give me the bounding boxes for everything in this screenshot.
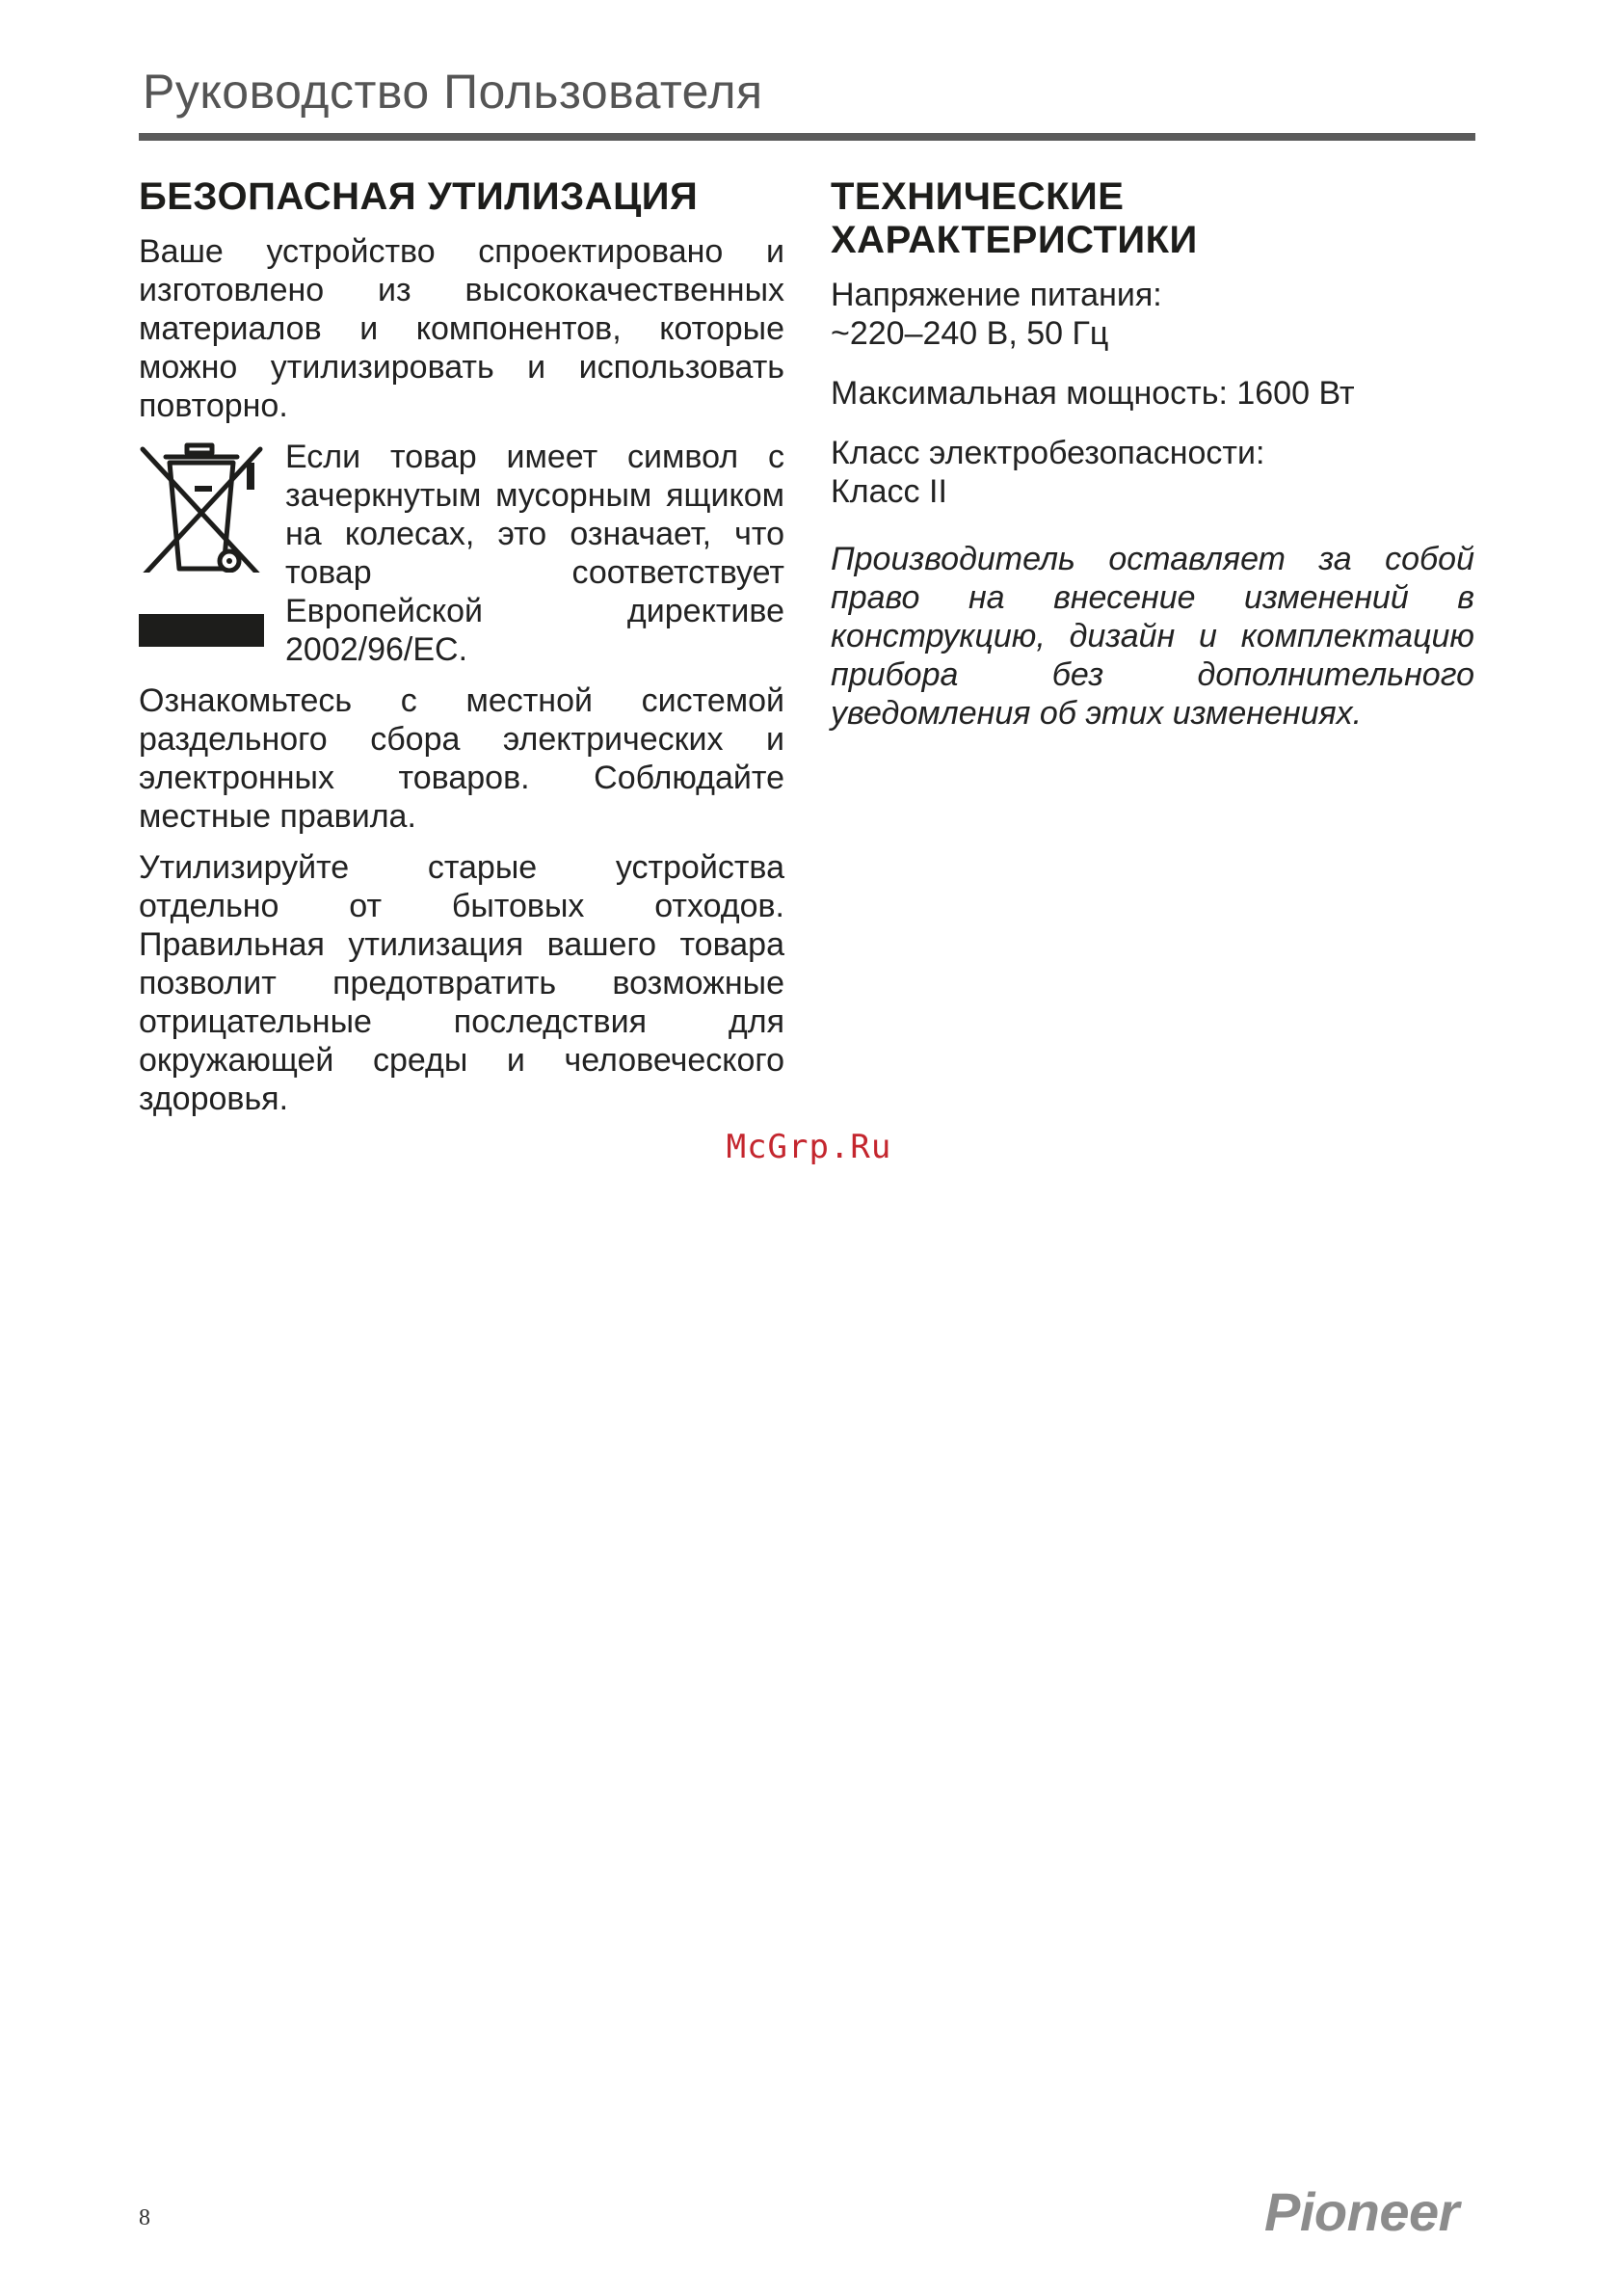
specs-heading-line1: ТЕХНИЧЕСКИЕ [831,175,1125,218]
weee-black-bar [139,614,264,647]
manufacturer-note: Производитель оставляет за собой право на внесение изменений в конструкцию, дизайн и комплектацию прибора без дополнительного уведомления об этих изменениях. [831,541,1474,732]
page-header-title: Руководство Пользователя [143,65,763,119]
voltage-spec [831,276,1474,353]
disposal-heading: БЕЗОПАСНАЯ УТИЛИЗАЦИЯ [139,175,699,218]
weee-symbol-block [139,438,784,669]
page-number: 8 [139,2205,150,2230]
weee-symbol-text: Если товар имеет символ с зачеркнутым мусорным ящиком на колесах, это означает, что товар соответствует Европейской директиве 2002/96/EC. [285,439,784,668]
safety-class-label: Класс электробезопасности: [831,435,1265,471]
power-value: Максимальная мощность: 1600 Вт [831,375,1355,412]
dispose-old-paragraph: Утилизируйте старые устройства отдельно от бытовых отходов. Правильная утилизация вашего товара позволит предотвратить возможные отрицательные последствия для окружающей среды и человеческого здоровья. [139,849,784,1117]
local-system-paragraph: Ознакомьтесь с местной системой раздельного сбора электрических и электронных товаров. Соблюдайте местные правила. [139,682,784,835]
header-divider [139,133,1475,141]
weee-symbol [139,438,264,647]
disposal-intro-paragraph: Ваше устройство спроектировано и изготовлено из высококачественных материалов и компонентов, которые можно утилизировать и использовать повторно. [139,233,784,424]
watermark-text: McGrp.Ru [726,1128,892,1166]
disposal-section [139,175,784,1131]
specs-section [831,175,1474,745]
safety-class-spec [831,434,1474,511]
specs-heading-line2: ХАРАКТЕРИСТИКИ [831,219,1198,261]
voltage-label: Напряжение питания: [831,277,1162,313]
brand-logo: Pioneer [1264,2181,1459,2242]
safety-class-value: Класс II [831,473,947,510]
crossed-out-wheelie-bin-icon [139,441,264,573]
voltage-value: ~220–240 В, 50 Гц [831,315,1109,352]
specs-heading [831,175,1474,262]
power-spec [831,374,1474,413]
